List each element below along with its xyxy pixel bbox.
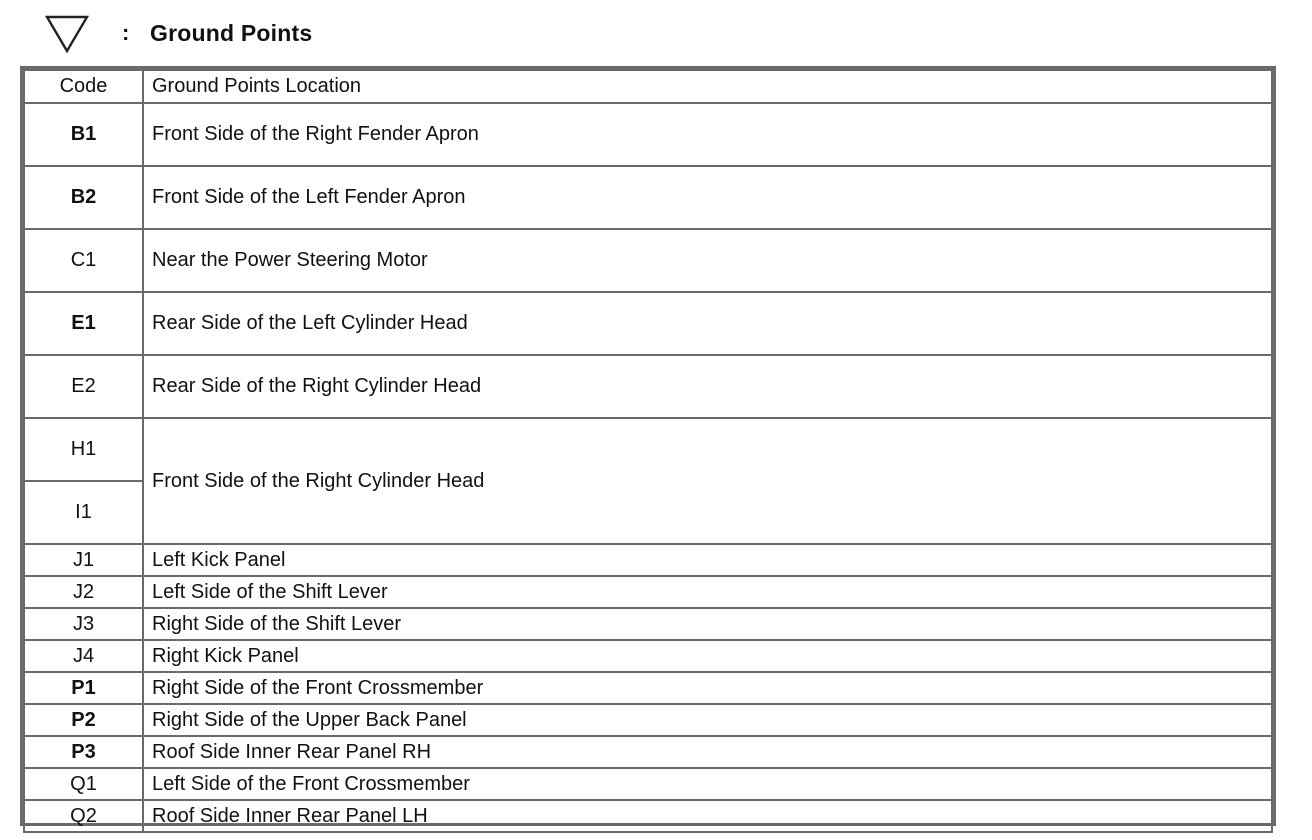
row-location: Right Kick Panel: [143, 640, 1272, 672]
row-location: Roof Side Inner Rear Panel LH: [143, 800, 1272, 832]
table-row: [24, 672, 1272, 704]
row-code: P2: [24, 704, 143, 736]
table-header-row: [24, 70, 1272, 103]
row-location: Left Kick Panel: [143, 544, 1272, 576]
row-location: Left Side of the Shift Lever: [143, 576, 1272, 608]
table-row: [24, 800, 1272, 832]
row-code: C1: [24, 229, 143, 292]
table-row: [24, 608, 1272, 640]
legend-header: [0, 0, 1312, 66]
table-row: [24, 229, 1272, 292]
row-code: B2: [24, 166, 143, 229]
column-header-code: Code: [24, 70, 143, 103]
row-location: Rear Side of the Right Cylinder Head: [143, 355, 1272, 418]
row-code: Q2: [24, 800, 143, 832]
row-location: Right Side of the Upper Back Panel: [143, 704, 1272, 736]
table-row: [24, 544, 1272, 576]
row-location-merged: Front Side of the Right Cylinder Head: [143, 418, 1272, 544]
row-location: Rear Side of the Left Cylinder Head: [143, 292, 1272, 355]
row-code: J3: [24, 608, 143, 640]
table-row: [24, 166, 1272, 229]
table-row: [24, 768, 1272, 800]
row-location: Roof Side Inner Rear Panel RH: [143, 736, 1272, 768]
table-row: [24, 576, 1272, 608]
row-code: E1: [24, 292, 143, 355]
table-row: [24, 418, 1272, 481]
row-location: Left Side of the Front Crossmember: [143, 768, 1272, 800]
ground-points-table: [20, 66, 1276, 826]
legend-colon: :: [122, 20, 130, 45]
row-location: Front Side of the Left Fender Apron: [143, 166, 1272, 229]
row-location: Near the Power Steering Motor: [143, 229, 1272, 292]
table-row: [24, 355, 1272, 418]
ground-triangle-icon: [44, 13, 90, 55]
table-row: [24, 640, 1272, 672]
table-row: [24, 103, 1272, 166]
row-location: Front Side of the Right Fender Apron: [143, 103, 1272, 166]
column-header-location: Ground Points Location: [143, 70, 1272, 103]
row-code: I1: [24, 481, 143, 544]
row-code: J2: [24, 576, 143, 608]
table-row: [24, 704, 1272, 736]
table-row: [24, 736, 1272, 768]
row-location: Right Side of the Front Crossmember: [143, 672, 1272, 704]
row-code: B1: [24, 103, 143, 166]
row-code: J1: [24, 544, 143, 576]
legend-title: Ground Points: [150, 20, 313, 46]
table-row: [24, 292, 1272, 355]
row-code: Q1: [24, 768, 143, 800]
row-code: P3: [24, 736, 143, 768]
row-code: P1: [24, 672, 143, 704]
row-location: Right Side of the Shift Lever: [143, 608, 1272, 640]
row-code: J4: [24, 640, 143, 672]
row-code: E2: [24, 355, 143, 418]
row-code: H1: [24, 418, 143, 481]
